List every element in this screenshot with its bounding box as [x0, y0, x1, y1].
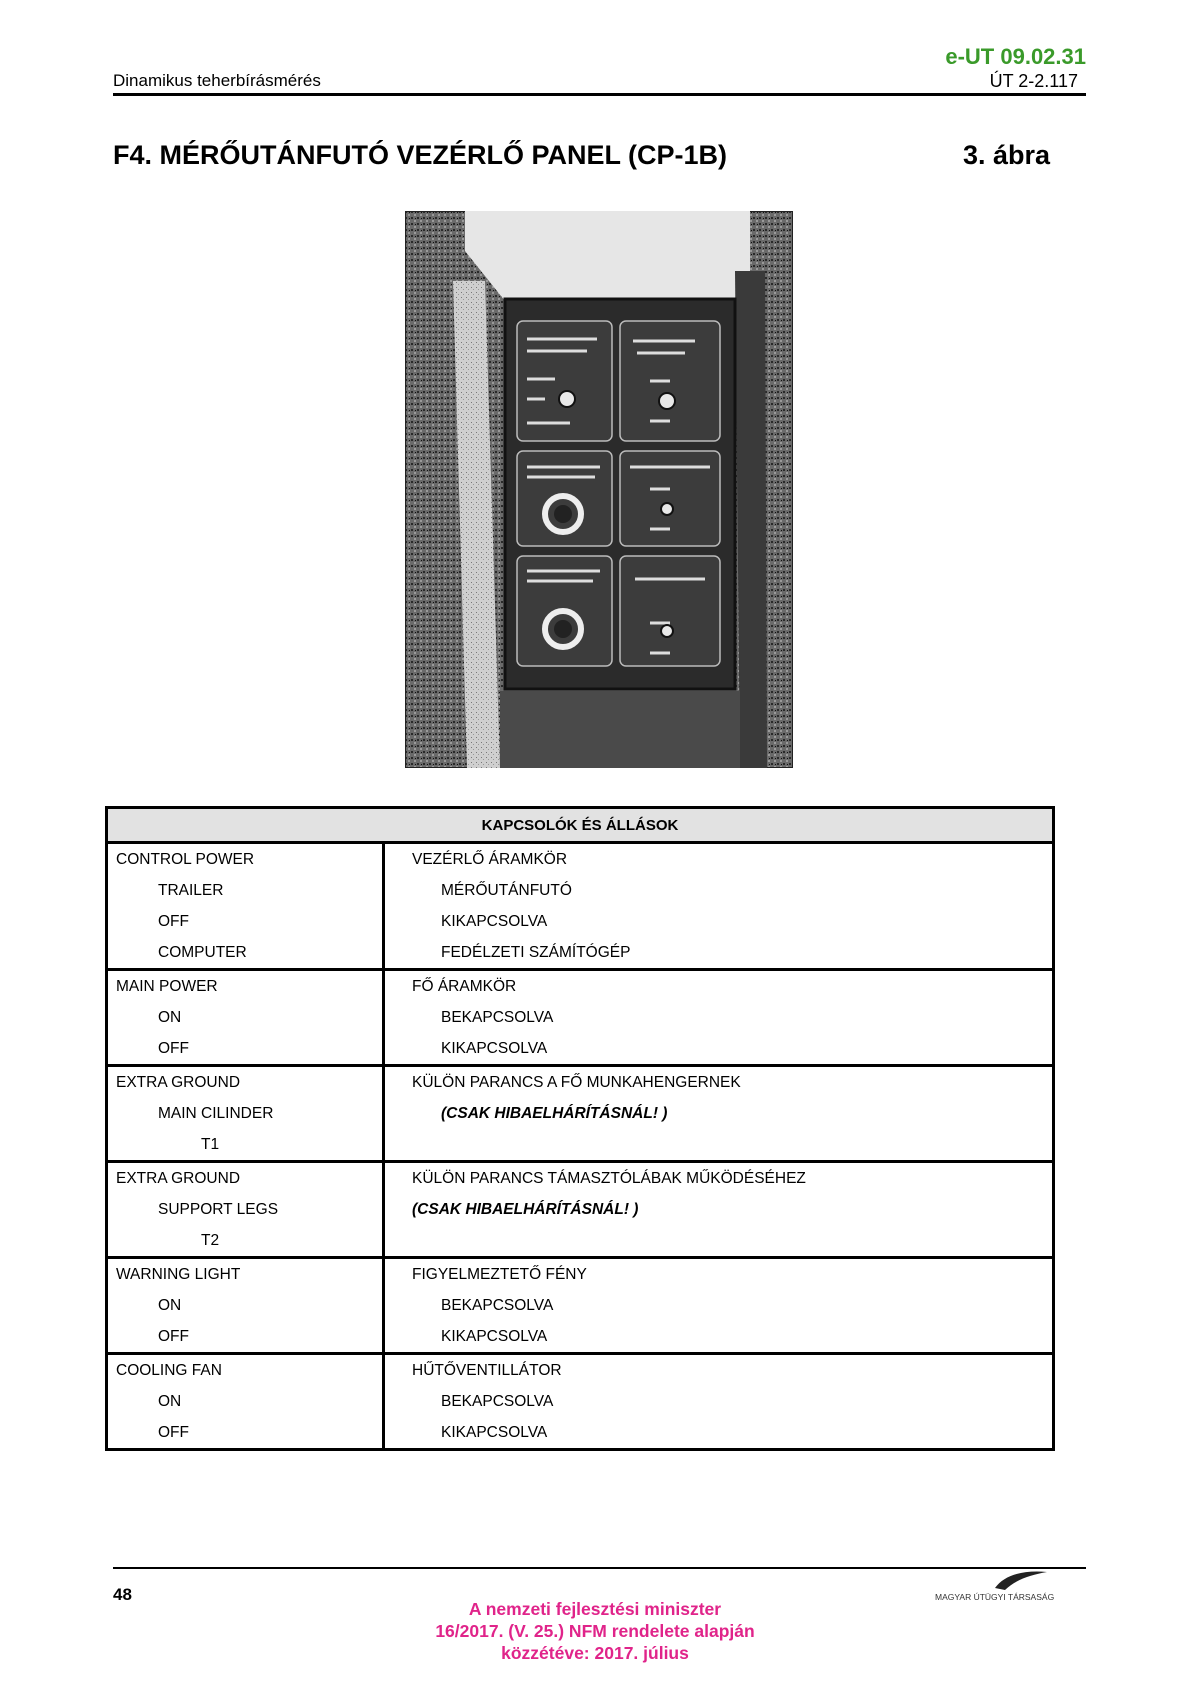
switch-description: KÜLÖN PARANCS A FŐ MUNKAHENGERNEK [412, 1074, 741, 1091]
switch-description: FŐ ÁRAMKÖR [412, 978, 517, 995]
table-header: KAPCSOLÓK ÉS ÁLLÁSOK [107, 808, 1054, 843]
switch-name: MAIN POWER [116, 978, 218, 995]
publication-note-line1: A nemzeti fejlesztési miniszter [468, 1599, 722, 1619]
switch-position: T1 [201, 1136, 220, 1153]
header-document-code: e-UT 09.02.31 [945, 44, 1086, 69]
header-document-title: Dinamikus teherbírásmérés [113, 71, 321, 90]
header-ut-number: ÚT 2-2.117 [989, 71, 1078, 91]
switch-name: EXTRA GROUND [116, 1074, 241, 1091]
table-row [107, 843, 1054, 970]
society-logo [935, 1566, 1085, 1606]
switch-position: ON [158, 1297, 182, 1314]
position-description: KIKAPCSOLVA [441, 1328, 548, 1345]
switch-description: FIGYELMEZTETŐ FÉNY [412, 1266, 587, 1283]
switch-position: ON [158, 1393, 182, 1410]
switch-position: OFF [158, 913, 189, 930]
switch-description: VEZÉRLŐ ÁRAMKÖR [412, 851, 568, 868]
switch-description: HŰTŐVENTILLÁTOR [412, 1362, 562, 1379]
switch-position: ON [158, 1009, 182, 1026]
publication-note-line3: közzétéve: 2017. július [501, 1643, 689, 1663]
table-row [107, 1354, 1054, 1450]
table-row [107, 1258, 1054, 1354]
troubleshooting-note: (CSAK HIBAELHÁRÍTÁSNÁL! ) [441, 1105, 668, 1122]
table-row [107, 970, 1054, 1066]
switch-name: COOLING FAN [116, 1362, 222, 1379]
publication-note [395, 1598, 795, 1664]
switch-position: TRAILER [158, 882, 224, 899]
switch-name: CONTROL POWER [116, 851, 255, 868]
switch-positions-table [105, 806, 1055, 1451]
switch-name: WARNING LIGHT [116, 1266, 241, 1283]
switch-position: SUPPORT LEGS [158, 1201, 279, 1218]
switch-description: KÜLÖN PARANCS TÁMASZTÓLÁBAK MŰKÖDÉSÉHEZ [412, 1170, 806, 1187]
position-description: MÉRŐUTÁNFUTÓ [441, 882, 572, 899]
position-description: KIKAPCSOLVA [441, 913, 548, 930]
switch-name: EXTRA GROUND [116, 1170, 241, 1187]
switch-position: T2 [201, 1232, 220, 1249]
position-description: BEKAPCSOLVA [441, 1297, 554, 1314]
figure-title: F4. MÉRŐUTÁNFUTÓ VEZÉRLŐ PANEL (CP-1B) [113, 140, 728, 170]
position-description: KIKAPCSOLVA [441, 1424, 548, 1441]
control-panel-photo [405, 211, 793, 768]
position-description: BEKAPCSOLVA [441, 1009, 554, 1026]
table-row [107, 1162, 1054, 1258]
figure-label: 3. ábra [963, 140, 1051, 170]
page-number: 48 [113, 1585, 132, 1604]
position-description: FEDÉLZETI SZÁMÍTÓGÉP [441, 944, 631, 961]
table-row [107, 1066, 1054, 1162]
switch-position: OFF [158, 1328, 189, 1345]
header-rule [113, 93, 1086, 96]
position-description: KIKAPCSOLVA [441, 1040, 548, 1057]
switch-position: COMPUTER [158, 944, 247, 961]
logo-text: MAGYAR ÚTÜGYI TÁRSASÁG [935, 1592, 1055, 1602]
switch-position: OFF [158, 1424, 189, 1441]
switch-position: OFF [158, 1040, 189, 1057]
position-description: BEKAPCSOLVA [441, 1393, 554, 1410]
switch-position: MAIN CILINDER [158, 1105, 274, 1122]
troubleshooting-note: (CSAK HIBAELHÁRÍTÁSNÁL! ) [412, 1201, 639, 1218]
publication-note-line2: 16/2017. (V. 25.) NFM rendelete alapján [435, 1621, 755, 1641]
